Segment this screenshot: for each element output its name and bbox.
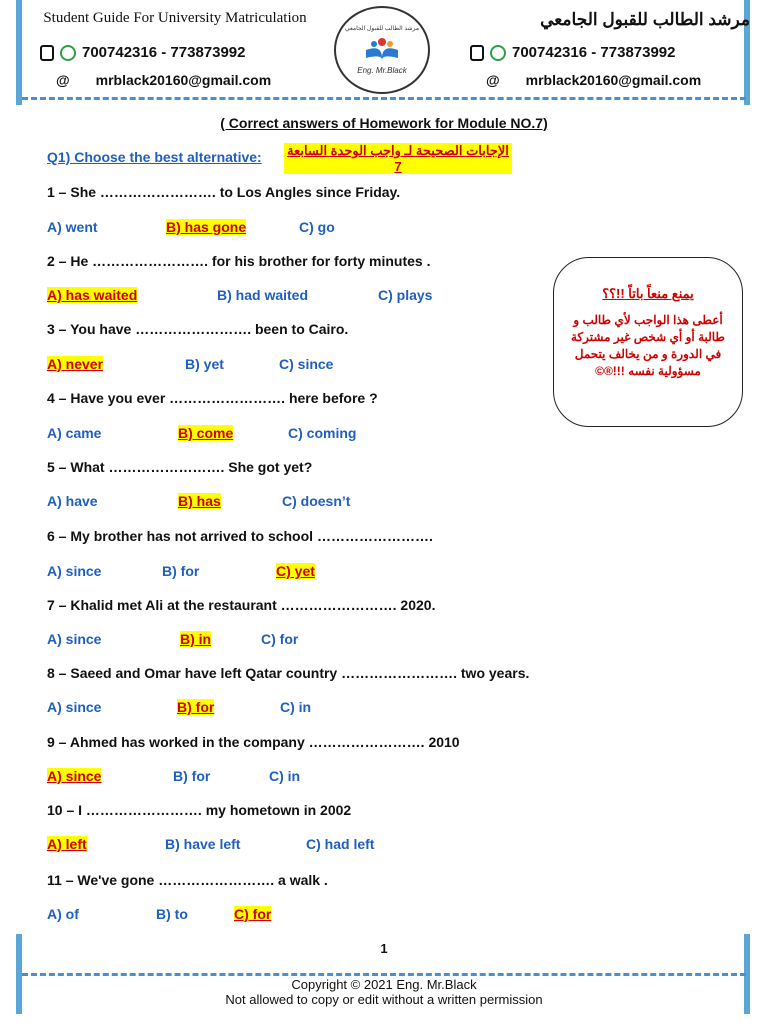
email-row-left [56, 72, 271, 88]
question-4: 4 – Have you ever ……………………. here before ? [47, 390, 378, 406]
phone-row-left [40, 44, 246, 61]
question-5: 5 – What ……………………. She got yet? [47, 459, 313, 475]
phone-row-right [470, 44, 676, 61]
option-b-correct: B) has gone [166, 219, 247, 235]
email-address: mrblack20160@gmail.com [95, 72, 272, 88]
question-11: 11 – We've gone ……………………. a walk . [47, 872, 328, 888]
copyright-text: Copyright © 2021 Eng. Mr.Black [291, 977, 477, 992]
warning-body: أعطى هذا الواجب لأي طالب و طالبة أو أي شخص غير مشتركة في الدورة و من يخالف يتحمل مسؤولية نفسه !!!®© [571, 313, 725, 378]
option-c: C) in [280, 699, 312, 715]
question-8: 8 – Saeed and Omar have left Qatar country ……………………. two years. [47, 665, 530, 681]
option-b-correct: B) has [178, 493, 221, 509]
option-b: B) for [162, 563, 200, 579]
option-b: B) to [156, 906, 188, 922]
question-10: 10 – I ……………………. my hometown in 2002 [47, 802, 352, 818]
question-section-label: Q1) Choose the best alternative: [47, 149, 262, 165]
option-a: A) have [47, 493, 98, 509]
page-number: 1 [380, 941, 388, 956]
logo-text-ar: مرشد الطالب للقبول الجامعي [344, 26, 420, 32]
header-divider [22, 97, 746, 100]
email-row-right [486, 72, 701, 88]
option-c: C) doesn’t [282, 493, 351, 509]
warning-heading: يمنع منعاً باتاً !!؟؟ [602, 286, 694, 301]
option-c: C) go [299, 219, 335, 235]
option-a: A) of [47, 906, 79, 922]
warning-box [553, 257, 743, 427]
option-c: C) for [261, 631, 299, 647]
option-c: C) in [269, 768, 301, 784]
option-c: C) coming [288, 425, 357, 441]
phone-icon [40, 45, 54, 61]
option-a: A) since [47, 563, 102, 579]
at-icon: @ [56, 72, 70, 88]
section-title-ar: الإجابات الصحيحة لـ واجب الوحدة السابعة 7 [284, 143, 512, 174]
option-a-correct: A) has waited [47, 287, 138, 303]
option-a: A) since [47, 699, 102, 715]
page-title: ( Correct answers of Homework for Module NO.7) [220, 115, 548, 131]
phone-numbers: 700742316 - 773873992 [82, 44, 246, 61]
header-title-en: Student Guide For University Matriculation [43, 10, 307, 26]
option-a: A) since [47, 631, 102, 647]
option-b: B) for [173, 768, 211, 784]
footer-divider [22, 973, 746, 976]
whatsapp-icon [490, 45, 506, 61]
option-a-correct: A) since [47, 768, 102, 784]
option-b-correct: B) in [180, 631, 212, 647]
whatsapp-icon [60, 45, 76, 61]
option-a: A) went [47, 219, 98, 235]
option-c: C) since [279, 356, 334, 372]
header-title-ar: مرشد الطالب للقبول الجامعي [540, 10, 750, 29]
email-address: mrblack20160@gmail.com [525, 72, 702, 88]
left-border-bar [16, 0, 22, 105]
option-b: B) have left [165, 836, 241, 852]
question-7: 7 – Khalid met Ali at the restaurant ……………………. 2020. [47, 597, 436, 613]
option-c: C) plays [378, 287, 433, 303]
option-c: C) had left [306, 836, 375, 852]
question-2: 2 – He ……………………. for his brother for forty minutes . [47, 253, 431, 269]
phone-icon [470, 45, 484, 61]
book-icon [363, 36, 401, 62]
option-c-correct: C) for [234, 906, 272, 922]
option-a-correct: A) left [47, 836, 87, 852]
option-b-correct: B) come [178, 425, 234, 441]
option-b-correct: B) for [177, 699, 215, 715]
logo-signature: Eng. Mr.Black [357, 66, 407, 75]
logo [334, 6, 430, 94]
option-b: B) had waited [217, 287, 309, 303]
option-c-correct: C) yet [276, 563, 315, 579]
phone-numbers: 700742316 - 773873992 [512, 44, 676, 61]
permission-notice: Not allowed to copy or edit without a written permission [225, 992, 543, 1007]
at-icon: @ [486, 72, 500, 88]
question-3: 3 – You have ……………………. been to Cairo. [47, 321, 349, 337]
option-a-correct: A) never [47, 356, 104, 372]
question-1: 1 – She ……………………. to Los Angles since Friday. [47, 184, 401, 200]
option-b: B) yet [185, 356, 224, 372]
option-a: A) came [47, 425, 102, 441]
question-6: 6 – My brother has not arrived to school ……………………. [47, 528, 433, 544]
question-9: 9 – Ahmed has worked in the company ……………………. 2010 [47, 734, 460, 750]
